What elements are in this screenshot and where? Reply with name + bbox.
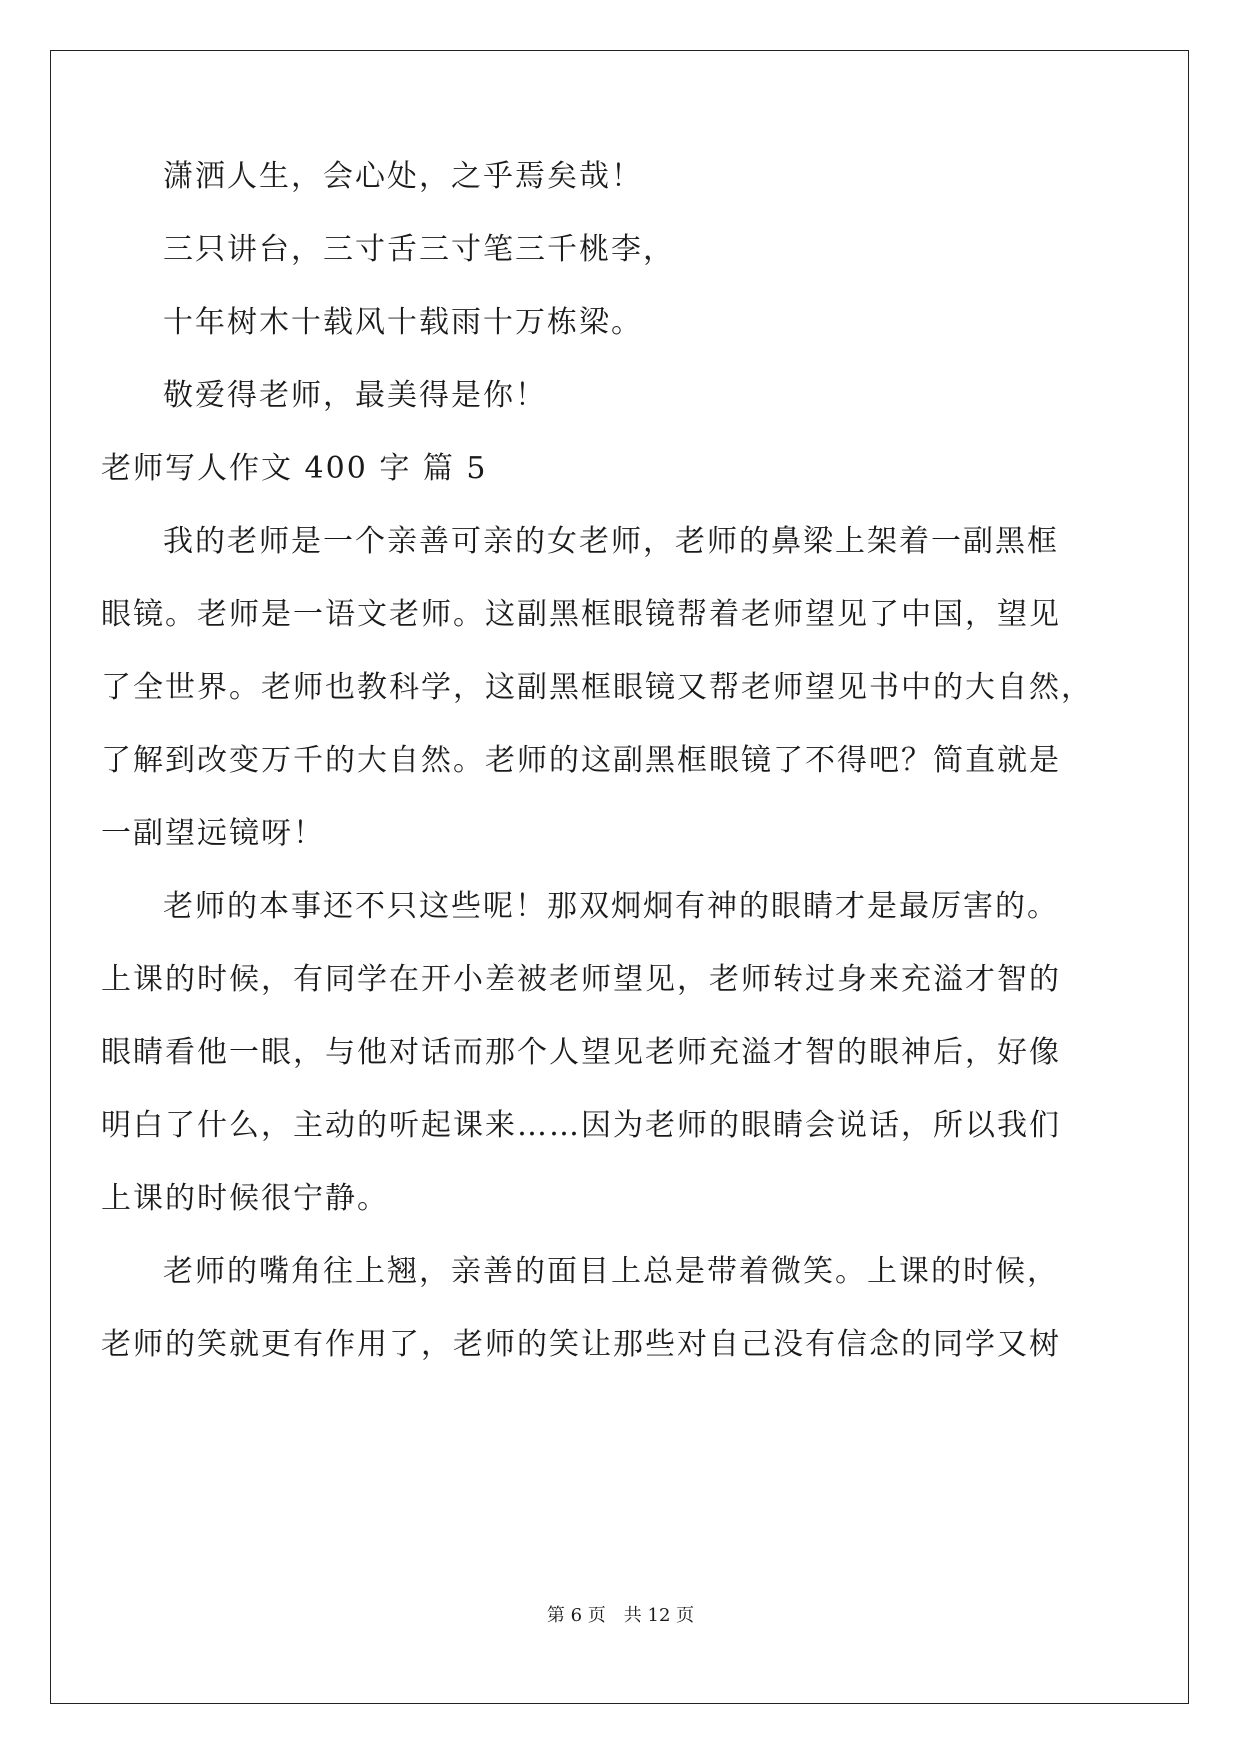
page-number: 第 6 页 [546,1605,606,1626]
section-heading: 老师写人作文 400 字 篇 5 [101,451,488,486]
paragraph-line: 一副望远镜呀！ [101,816,325,851]
page-frame [50,50,1189,1704]
paragraph-line: 了解到改变万千的大自然。老师的这副黑框眼镜了不得吧？简直就是 [101,743,1061,778]
poem-line: 三只讲台，三寸舌三寸笔三千桃李， [163,232,675,267]
page-total: 共 12 页 [623,1605,695,1626]
paragraph-line: 老师的笑就更有作用了，老师的笑让那些对自己没有信念的同学又树 [101,1327,1061,1362]
paragraph-line: 眼镜。老师是一语文老师。这副黑框眼镜帮着老师望见了中国，望见 [101,597,1061,632]
page-footer [0,1604,1241,1628]
paragraph-line: 上课的时候，有同学在开小差被老师望见，老师转过身来充溢才智的 [101,962,1061,997]
paragraph-line: 老师的本事还不只这些呢！那双炯炯有神的眼睛才是最厉害的。 [163,889,1059,924]
poem-line: 潇洒人生，会心处，之乎焉矣哉！ [163,159,643,194]
poem-line: 敬爱得老师，最美得是你！ [163,378,547,413]
paragraph-line: 了全世界。老师也教科学，这副黑框眼镜又帮老师望见书中的大自然， [101,670,1093,705]
paragraph-line: 眼睛看他一眼，与他对话而那个人望见老师充溢才智的眼神后，好像 [101,1035,1061,1070]
paragraph-line: 上课的时候很宁静。 [101,1181,389,1216]
paragraph-line: 明白了什么，主动的听起课来……因为老师的眼睛会说话，所以我们 [101,1108,1061,1143]
paragraph-line: 我的老师是一个亲善可亲的女老师，老师的鼻梁上架着一副黑框 [163,524,1059,559]
poem-line: 十年树木十载风十载雨十万栋梁。 [163,305,643,340]
paragraph-line: 老师的嘴角往上翘，亲善的面目上总是带着微笑。上课的时候， [163,1254,1059,1289]
